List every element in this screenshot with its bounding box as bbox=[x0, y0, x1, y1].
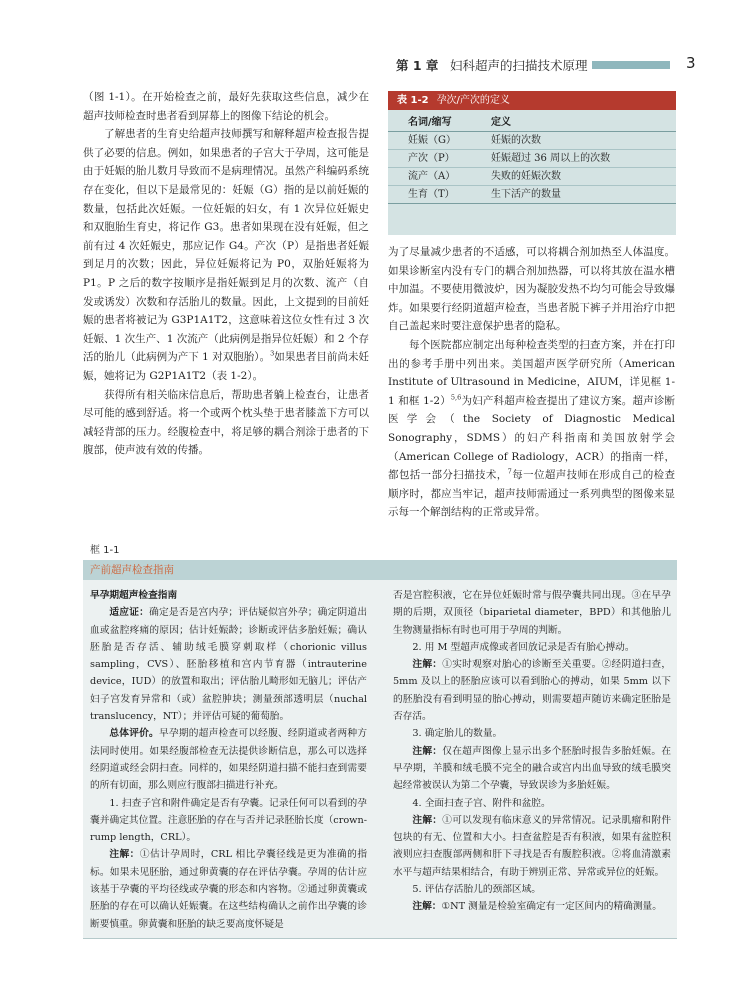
box-paragraph bbox=[90, 846, 367, 932]
table-title: 孕次/产次的定义 bbox=[436, 95, 510, 106]
paragraph: 获得所有相关临床信息后，帮助患者躺上检查台，让患者尽可能的感到舒适。将一个或两个枕头垫于患者膝盖下方可以减轻背部的压力。经腹检查中，将足够的耦合剂涂于患者的下腹部，使声波有效的传播。 bbox=[83, 388, 369, 457]
table-cell: 失败的妊娠次数 bbox=[491, 167, 676, 185]
box-lead: 注解： bbox=[109, 849, 140, 861]
table-number: 表 1-2 bbox=[397, 95, 429, 106]
box-paragraph bbox=[90, 725, 367, 794]
box-paragraph bbox=[393, 639, 671, 656]
table-cell: 妊娠的次数 bbox=[491, 131, 676, 149]
box-text: ①估计孕周时，CRL 相比孕囊径线是更为准确的指标。如果未见胚胎，通过卵黄囊的存在评估孕囊。孕周的估计应该基于孕囊的平均径线或孕囊的形态和内容物。②通过卵黄囊或胚胎的存在可以确认妊娠囊。在这些结构确认之前作出孕囊的诊断要慎重。卵黄囊和胚胎的缺乏要高度怀疑是 bbox=[90, 849, 368, 930]
box-1-1 bbox=[83, 541, 677, 939]
column-header: 定义 bbox=[491, 110, 676, 131]
table-caption bbox=[388, 91, 676, 110]
page-number: 3 bbox=[686, 54, 696, 72]
box-text: ①实时观察对胎心的诊断至关重要。②经阴道扫查，5mm 及以上的胚胎应该可以看到胎心的搏动，如果 5mm 以下的胚胎没有看到明显的胎心搏动，则需要超声随访来确定胚胎是否存活。 bbox=[393, 659, 672, 723]
paragraph bbox=[388, 336, 675, 522]
table-cell: 流产（A） bbox=[388, 167, 491, 185]
box-right-column bbox=[393, 587, 671, 916]
paragraph-text: 如果患者目前尚未妊娠，她将记为 G2P1A1T2（表 1-2）。 bbox=[83, 351, 370, 382]
box-text: 仅在超声图像上显示出多个胚胎时报告多胎妊娠。在早孕期，羊膜和绒毛膜不完全的融合或宫内出血导致的绒毛膜突起经常被误认为第二个孕囊，导致误诊为多胎妊娠。 bbox=[393, 745, 672, 792]
paragraph: 为了尽量减少患者的不适感，可以将耦合剂加热至人体温度。如果诊断室内没有专门的耦合剂加热器，可以将其放在温水槽中加温。不要使用微波炉，因为凝胶发热不均匀可能会导致爆炸。如果要行经阴道超声检查，当患者脱下裤子并用治疗巾把自己盖起来时要注意保护患者的隐私。 bbox=[388, 246, 675, 333]
box-left-column bbox=[90, 587, 367, 933]
column-header: 名词/缩写 bbox=[388, 110, 491, 131]
box-heading: 早孕期超声检查指南 bbox=[90, 590, 178, 601]
box-label: 框 1-1 bbox=[83, 541, 677, 560]
right-column bbox=[388, 243, 675, 522]
paragraph bbox=[83, 125, 369, 385]
table-row bbox=[388, 149, 676, 167]
box-text: ①NT 测量是检验室确定有一定区间内的精确测量。 bbox=[441, 901, 662, 913]
box-paragraph bbox=[393, 725, 671, 742]
box-paragraph bbox=[90, 795, 367, 847]
box-paragraph bbox=[393, 743, 671, 795]
table-cell: 生下活产的数量 bbox=[491, 185, 676, 203]
table-cell: 生育（T） bbox=[388, 185, 491, 203]
box-lead: 适应证： bbox=[109, 607, 150, 619]
chapter-number: 第 1 章 bbox=[396, 58, 439, 73]
box-text: 确定是否是宫内孕；评估疑似宫外孕；确定阴道出血或盆腔疼痛的原因；估计妊娠龄；诊断或评估多胎妊娠；确认胚胎是否存活、辅助绒毛膜穿刺取样（chorionic villus sampling，CVS）、胚胎移植和宫内节育器（intrauterine device，IUD）的放置和取出；评估胎儿畸形如无脑儿；评估产妇子宫发育异常和（或）盆腔肿块；测量颈部透明层（nuchal translucency，NT）；并评估可疑的葡萄胎。 bbox=[90, 607, 368, 723]
paragraph-text: 每一位超声技师在形成自己的检查顺序时，都应当牢记，超声技师需通过一系列典型的图像来显示每一个解剖结构的正常或异常。 bbox=[388, 469, 676, 519]
box-title: 产前超声检查指南 bbox=[83, 560, 677, 580]
paragraph-text: 了解患者的生育史给超声技师撰写和解释超声检查报告提供了必要的信息。例如，如果患者的子宫大于孕周，这可能是由于妊娠的胎儿数月导致而不是病理情况。虽然产科编码系统存在变化，但以下是最常见的：妊娠（G）指的是以前妊娠的数量，包括此次妊娠。一位妊娠的妇女，有 1 次异位妊娠史和双胞胎生育史，将记作 G3。患者如果现在没有妊娠，但之前有过 4 次妊娠史，那应记作 G4。产次（P）是指患者妊娠到足月的次数；因此，异位妊娠将记为 P0，双胎妊娠将为 P1。P 之后的数字按顺序是指妊娠到足月的次数、流产（自发或诱发）次数和存活胎儿的数量。因此，上文提到的目前妊娠的患者将被记为 G3P1A1T2，这意味着这位女性有过 3 次妊娠、1 次生产、1 次流产（此病例是指异位妊娠）和 2 个存活的胎儿（此病例为产下 1 对双胞胎）。 bbox=[83, 128, 369, 364]
box-text: 3. 确定胎儿的数量。 bbox=[412, 728, 503, 740]
box-text: 5. 评估存活胎儿的颈部区域。 bbox=[412, 884, 541, 896]
box-paragraph bbox=[90, 604, 367, 725]
citation-ref: 3 bbox=[270, 349, 275, 358]
box-lead: 注解： bbox=[412, 901, 442, 913]
box-text: 否是宫腔积液，它在异位妊娠时常与假孕囊共同出现。③在早孕期的后期，双顶径（biparietal diameter，BPD）和其他胎儿生物测量指标有时也可用于孕周的判断。 bbox=[393, 590, 671, 636]
table-cell: 妊娠超过 36 周以上的次数 bbox=[491, 149, 676, 167]
table-header-row bbox=[388, 110, 676, 131]
paragraph-text: 为妇产科超声检查提出了建议方案。超声诊断医学会（the Society of Diagnostic Medical Sonography，SDMS）的妇产科指南和美国放射学会（American College of Radiology，ACR）的指南一样，都包括一部分扫描技术， bbox=[388, 394, 676, 482]
table-1-2 bbox=[388, 91, 676, 235]
box-lead: 注解： bbox=[412, 745, 443, 757]
table-row bbox=[388, 185, 676, 203]
box-paragraph bbox=[393, 795, 671, 812]
box-text: ①可以发现有临床意义的异常情况。记录肌瘤和附件包块的有无、位置和大小。扫查盆腔是否有积液，如果有盆腔积液则应扫查腹部两侧和肝下寻找是否有腹腔积液。②将血清激素水平与超声结果相结合，有助于辨别正常、异常或异位的妊娠。 bbox=[393, 814, 672, 878]
header-accent-bar bbox=[592, 61, 670, 69]
citation-ref: 7 bbox=[507, 467, 512, 476]
box-text: 2. 用 M 型超声成像或者回放记录是否有胎心搏动。 bbox=[412, 641, 635, 653]
box-paragraph bbox=[393, 898, 671, 915]
citation-ref: 5,6 bbox=[450, 393, 462, 402]
table-cell: 产次（P） bbox=[388, 149, 491, 167]
paragraph: （图 1-1）。在开始检查之前，最好先获取这些信息，减少在超声技师检查时患者看到屏幕上的图像下结论的机会。 bbox=[83, 91, 369, 122]
box-paragraph bbox=[393, 656, 671, 725]
page-header bbox=[0, 52, 750, 80]
box-text: 早孕期的超声检查可以经腹、经阴道或者两种方法同时使用。如果经腹部检查无法提供诊断信息，那么可以选择经阴道或经会阴扫查。同样的，如果经阴道扫描不能扫查到需要的所有切面，那么则应行腹部扫描进行补充。 bbox=[90, 728, 368, 792]
paragraph-text: 每个医院都应制定出每种检查类型的扫查方案，并在打印出的参考手册中列出来。美国超声医学研究所（American Institute of Ultrasound in Medicine，AIUM，详见框 1-1 和框 1-2） bbox=[388, 338, 675, 407]
table-row bbox=[388, 167, 676, 185]
table-cell: 妊娠（G） bbox=[388, 131, 491, 149]
box-lead: 总体评价。 bbox=[109, 728, 159, 740]
definition-table bbox=[388, 110, 676, 204]
box-text: 4. 全面扫查子宫、附件和盆腔。 bbox=[412, 797, 551, 809]
box-paragraph bbox=[393, 812, 671, 881]
box-paragraph bbox=[393, 587, 671, 639]
chapter-title: 妇科超声的扫描技术原理 bbox=[450, 58, 588, 73]
left-column bbox=[83, 88, 369, 460]
box-paragraph bbox=[393, 881, 671, 898]
box-lead: 注解： bbox=[412, 814, 443, 826]
table-row bbox=[388, 131, 676, 149]
box-lead: 注解： bbox=[412, 659, 443, 671]
box-text: 1. 扫查子宫和附件确定是否有孕囊。记录任何可以看到的孕囊并确定其位置。注意胚胎的存在与否并记录胚胎长度（crown-rump length，CRL）。 bbox=[90, 797, 367, 844]
